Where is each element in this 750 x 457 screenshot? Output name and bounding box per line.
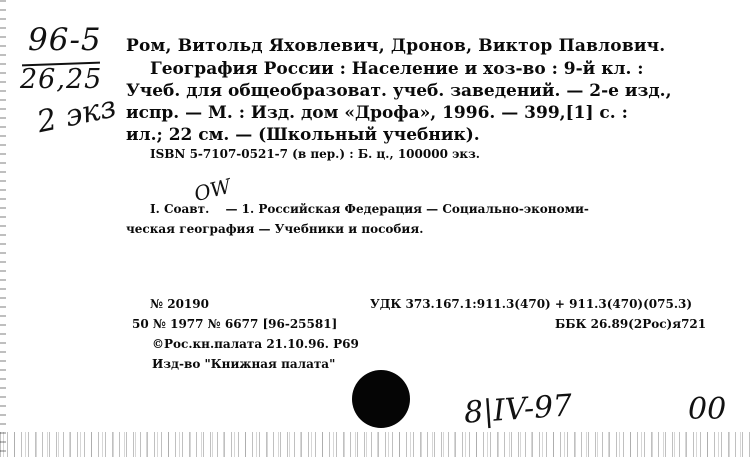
card-punch-hole bbox=[352, 370, 410, 428]
subject-line-2: ческая география — Учебники и пособия. bbox=[126, 222, 424, 236]
udk-code: УДК 373.167.1:911.3(470) + 911.3(470)(075.3) bbox=[370, 297, 693, 311]
shelfmark-bottom: 26,25 bbox=[20, 64, 103, 95]
subject-heading-1: — 1. Российская Федерация — Социально-экономи- bbox=[225, 202, 589, 216]
handwritten-initials: 00 bbox=[688, 392, 727, 427]
subject-handwritten-note: OW bbox=[191, 173, 234, 207]
title-line-2: Учеб. для общеобразоват. учеб. заведений. — 2-е изд., bbox=[126, 81, 672, 101]
isbn-line: ISBN 5-7107-0521-7 (в пер.) : Б. ц., 100000 экз. bbox=[150, 147, 480, 161]
copies-note: 2 экз bbox=[34, 89, 120, 141]
copyright-line: ©Рос.кн.палата 21.10.96. Р69 bbox=[152, 337, 359, 351]
inventory-line: 50 № 1977 № 6677 [96-25581] bbox=[132, 317, 338, 331]
publisher-line: Изд-во "Книжная палата" bbox=[152, 357, 336, 371]
shelfmark-top: 96-5 bbox=[28, 22, 102, 58]
scan-edge-noise bbox=[0, 0, 6, 457]
record-heading: Ром, Витольд Яховлевич, Дронов, Виктор Павлович. bbox=[126, 36, 666, 56]
record-number: № 20190 bbox=[150, 297, 209, 311]
title-line-3: испр. — М. : Изд. дом «Дрофа», 1996. — 399,[1] с. : bbox=[126, 103, 628, 123]
handwritten-date: 8|IV-97 bbox=[462, 388, 574, 431]
title-line-4: ил.; 22 см. — (Школьный учебник). bbox=[126, 125, 480, 145]
title-line-1: География России : Население и хоз-во : 9-й кл. : bbox=[150, 59, 644, 79]
subject-coauthor: I. Соавт. bbox=[150, 202, 210, 216]
subject-line-1 bbox=[150, 202, 589, 216]
bbk-code: ББК 26.89(2Рос)я721 bbox=[555, 317, 707, 331]
subject-gap bbox=[209, 202, 225, 216]
scan-bottom-noise bbox=[0, 432, 750, 457]
